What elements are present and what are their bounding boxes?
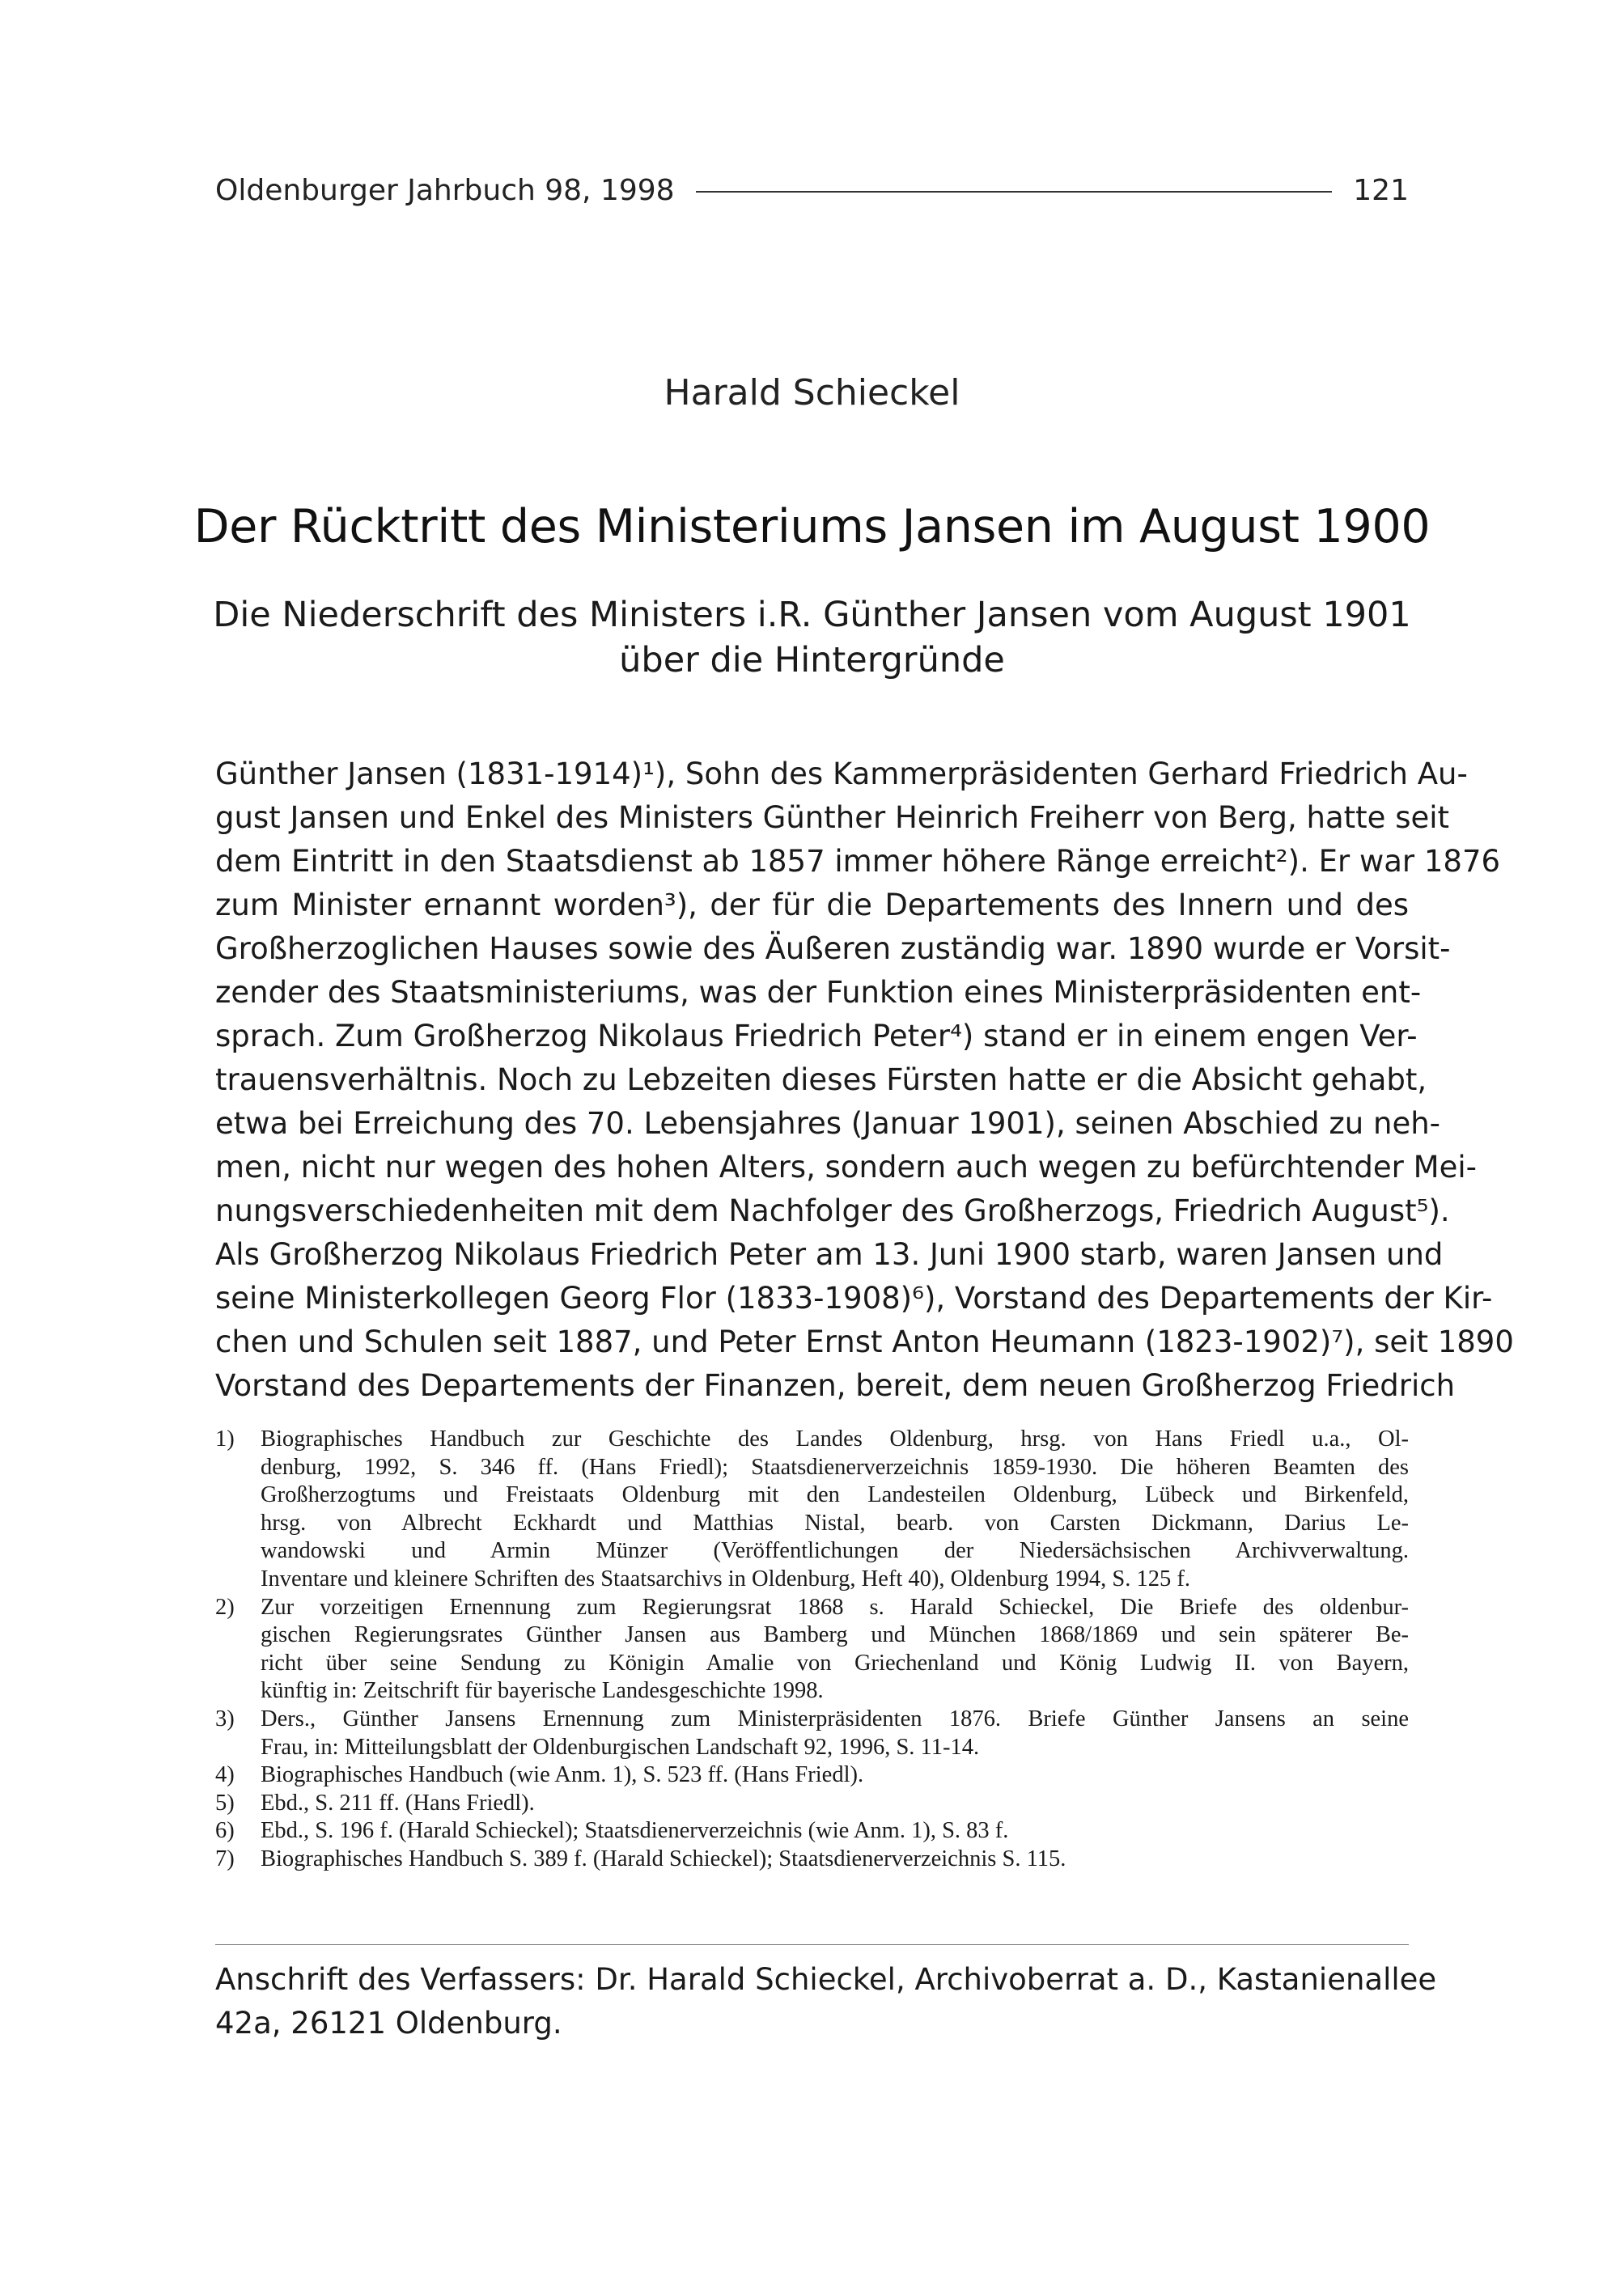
- footnote-line: Ebd., S. 196 f. (Harald Schieckel); Staatsdienerverzeichnis (wie Anm. 1), S. 83 f.: [261, 1818, 1009, 1844]
- footnote-line: richt über seine Sendung zu Königin Amalie von Griechenland und König Ludwig II. von Bayern,: [261, 1650, 1409, 1676]
- footnote-number: 1): [215, 1426, 235, 1452]
- footnote: [215, 1706, 1409, 1761]
- footnote-number: 4): [215, 1762, 235, 1788]
- address-separator: [215, 1944, 1409, 1945]
- footnote-line: Zur vorzeitigen Ernennung zum Regierungsrat 1868 s. Harald Schieckel, Die Briefe des oldenbur-: [261, 1594, 1409, 1620]
- footnote-text: [261, 1594, 1409, 1706]
- body-line: dem Eintritt in den Staatsdienst ab 1857 immer höhere Ränge erreicht²). Er war 1876: [215, 844, 1501, 879]
- body-line: Vorstand des Departements der Finanzen, bereit, dem neuen Großherzog Friedrich: [215, 1368, 1456, 1403]
- page-number: 121: [1353, 173, 1409, 207]
- body-line: gust Jansen und Enkel des Ministers Günther Heinrich Freiherr von Berg, hatte seit: [215, 800, 1450, 835]
- footnote-text: [261, 1817, 1409, 1846]
- footnote-line: denburg, 1992, S. 346 ff. (Hans Friedl); Staatsdienerverzeichnis 1859-1930. Die höheren Beamten des: [261, 1454, 1409, 1480]
- address-line: Anschrift des Verfassers: Dr. Harald Schieckel, Archivoberrat a. D., Kastanienallee: [215, 1962, 1437, 1997]
- article-title: Der Rücktritt des Ministeriums Jansen im August 1900: [193, 500, 1431, 553]
- footnote-number: 2): [215, 1594, 235, 1620]
- body-line: sprach. Zum Großherzog Nikolaus Friedrich Peter⁴) stand er in einem engen Ver-: [215, 1019, 1418, 1053]
- footnote-line: Frau, in: Mitteilungsblatt der Oldenburgischen Landschaft 92, 1996, S. 11-14.: [261, 1734, 980, 1760]
- body-line: etwa bei Erreichung des 70. Lebensjahres (Januar 1901), seinen Abschied zu neh-: [215, 1106, 1441, 1141]
- body-paragraph: [215, 752, 1514, 1408]
- footnote-text: [261, 1846, 1409, 1874]
- footnote-text: [261, 1426, 1409, 1594]
- footnote-text: [261, 1790, 1409, 1818]
- body-line: Als Großherzog Nikolaus Friedrich Peter am 13. Juni 1900 starb, waren Jansen und: [215, 1237, 1444, 1272]
- footnote-number: 6): [215, 1818, 235, 1844]
- article-author: Harald Schieckel: [664, 372, 960, 413]
- footnote-number: 3): [215, 1706, 235, 1731]
- footnote-number: 5): [215, 1790, 235, 1816]
- footnote-line: Inventare und kleinere Schriften des Staatsarchivs in Oldenburg, Heft 40), Oldenburg 1994, S. 125 f.: [261, 1566, 1190, 1592]
- footnote-text: [261, 1706, 1409, 1761]
- footnote-line: hrsg. von Albrecht Eckhardt und Matthias Nistal, bearb. von Carsten Dickmann, Darius Le-: [261, 1510, 1409, 1536]
- footnote-line: Ebd., S. 211 ff. (Hans Friedl).: [261, 1790, 535, 1816]
- footnote-line: Ders., Günther Jansens Ernennung zum Ministerpräsidenten 1876. Briefe Günther Jansens an seine: [261, 1706, 1409, 1731]
- body-line: zender des Staatsministeriums, was der Funktion eines Ministerpräsidenten ent-: [215, 975, 1422, 1010]
- footnote-line: wandowski und Armin Münzer (Veröffentlichungen der Niedersächsischen Archivverwaltung.: [261, 1538, 1409, 1564]
- body-line: trauensverhältnis. Noch zu Lebzeiten dieses Fürsten hatte er die Absicht gehabt,: [215, 1062, 1427, 1097]
- footnote-text: [261, 1761, 1409, 1790]
- body-line: Günther Jansen (1831-1914)¹), Sohn des Kammerpräsidenten Gerhard Friedrich Au-: [215, 757, 1468, 791]
- address-line: 42a, 26121 Oldenburg.: [215, 2006, 562, 2041]
- journal-title: Oldenburger Jahrbuch 98, 1998: [215, 173, 675, 207]
- subtitle-line: Die Niederschrift des Ministers i.R. Günther Jansen vom August 1901: [213, 595, 1411, 635]
- body-line: nungsverschiedenheiten mit dem Nachfolger des Großherzogs, Friedrich August⁵).: [215, 1193, 1450, 1228]
- body-line: men, nicht nur wegen des hohen Alters, sondern auch wegen zu befürchtender Mei-: [215, 1150, 1477, 1185]
- header-rule: [696, 191, 1333, 193]
- footnote-line: Biographisches Handbuch S. 389 f. (Harald Schieckel); Staatsdienerverzeichnis S. 115.: [261, 1846, 1066, 1871]
- article-subtitle: [0, 592, 1624, 683]
- footnote: [215, 1426, 1409, 1594]
- subtitle-line: über die Hintergründe: [619, 640, 1005, 680]
- running-head: [215, 167, 1409, 213]
- footnote: [215, 1846, 1409, 1874]
- body-line: chen und Schulen seit 1887, und Peter Ernst Anton Heumann (1823-1902)⁷), seit 1890: [215, 1325, 1514, 1359]
- footnote-line: künftig in: Zeitschrift für bayerische Landesgeschichte 1998.: [261, 1678, 824, 1704]
- footnotes: [215, 1426, 1409, 1874]
- footnote-line: Biographisches Handbuch (wie Anm. 1), S. 523 ff. (Hans Friedl).: [261, 1762, 864, 1788]
- footnote-line: Biographisches Handbuch zur Geschichte des Landes Oldenburg, hrsg. von Hans Friedl u.a., Ol-: [261, 1426, 1409, 1452]
- footnote: [215, 1790, 1409, 1818]
- footnote-line: gischen Regierungsrates Günther Jansen aus Bamberg und München 1868/1869 und sein späterer Be-: [261, 1622, 1409, 1648]
- author-address: [215, 1958, 1437, 2045]
- footnote-line: Großherzogtums und Freistaats Oldenburg mit den Landesteilen Oldenburg, Lübeck und Birkenfeld,: [261, 1482, 1409, 1508]
- footnote-number: 7): [215, 1846, 235, 1871]
- footnote: [215, 1594, 1409, 1706]
- footnote: [215, 1817, 1409, 1846]
- footnote: [215, 1761, 1409, 1790]
- body-line: zum Minister ernannt worden³), der für die Departements des Innern und des: [215, 888, 1409, 922]
- body-line: seine Ministerkollegen Georg Flor (1833-1908)⁶), Vorstand des Departements der Kir-: [215, 1281, 1493, 1316]
- body-line: Großherzoglichen Hauses sowie des Äußeren zuständig war. 1890 wurde er Vorsit-: [215, 931, 1451, 966]
